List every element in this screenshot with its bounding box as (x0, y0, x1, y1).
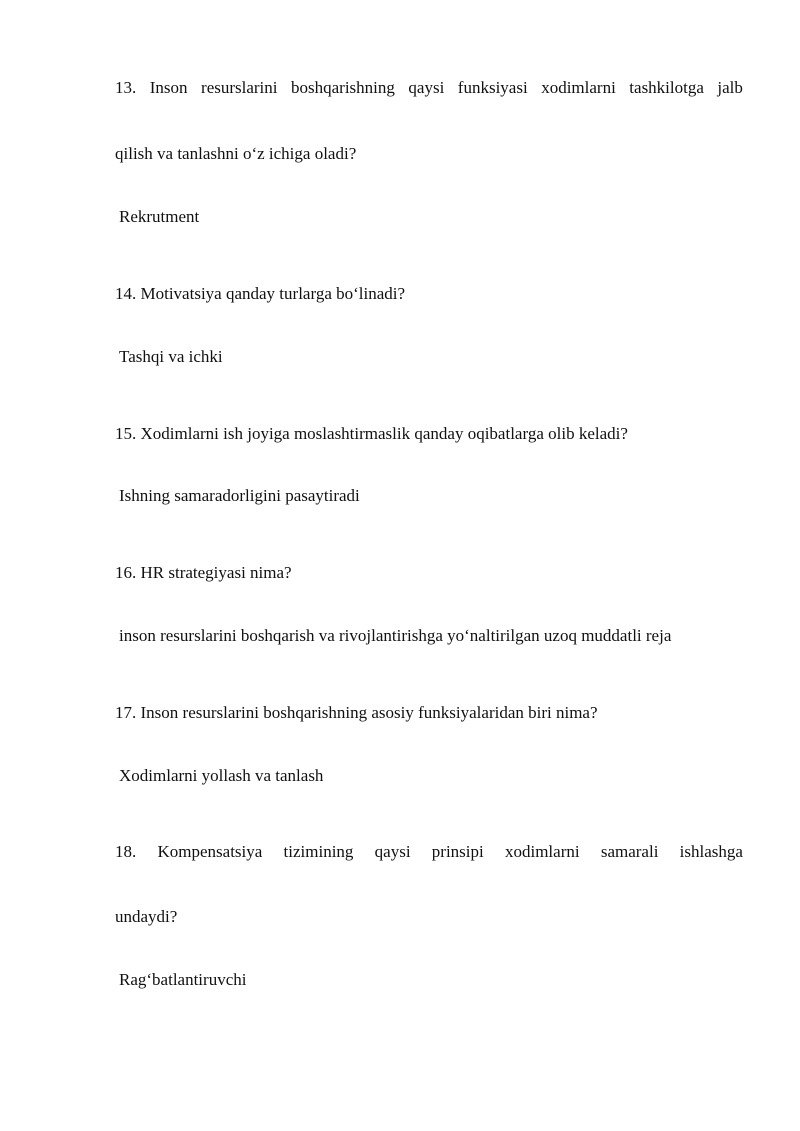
word: qaysi (374, 842, 411, 861)
answer-17: Xodimlarni yollash va tanlash (119, 766, 324, 785)
word: tizimining (283, 842, 354, 861)
question-16: 16. HR strategiyasi nima? (115, 563, 292, 582)
word: Kompensatsiya (157, 842, 263, 861)
word: boshqarishning (291, 78, 395, 97)
word: tashkilotga (629, 78, 704, 97)
word: xodimlarni (541, 78, 616, 97)
word: resurslarini (201, 78, 278, 97)
question-17: 17. Inson resurslarini boshqarishning asosiy funksiyalaridan biri nima? (115, 703, 598, 722)
question-13-line-2: qilish va tanlashni o‘z ichiga oladi? (115, 144, 357, 163)
question-15: 15. Xodimlarni ish joyiga moslashtirmaslik qanday oqibatlarga olib keladi? (115, 424, 628, 443)
answer-16: inson resurslarini boshqarish va rivojlantirishga yo‘naltirilgan uzoq muddatli reja (119, 626, 672, 645)
answer-18: Rag‘batlantiruvchi (119, 970, 247, 989)
question-18-line-1 (115, 842, 743, 862)
answer-15: Ishning samaradorligini pasaytiradi (119, 486, 360, 505)
word: qaysi (408, 78, 445, 97)
word: 18. (115, 842, 137, 861)
word: xodimlarni (504, 842, 580, 861)
word: ishlashga (679, 842, 743, 861)
word: 13. (115, 78, 137, 97)
word: samarali (600, 842, 659, 861)
answer-13: Rekrutment (119, 207, 200, 226)
word: jalb (717, 78, 743, 97)
question-13-line-1 (115, 78, 743, 98)
question-14: 14. Motivatsiya qanday turlarga bo‘linadi? (115, 284, 406, 303)
word: funksiyasi (457, 78, 528, 97)
word: prinsipi (431, 842, 484, 861)
word: Inson (149, 78, 188, 97)
question-18-line-2: undaydi? (115, 907, 178, 926)
answer-14: Tashqi va ichki (119, 347, 223, 366)
